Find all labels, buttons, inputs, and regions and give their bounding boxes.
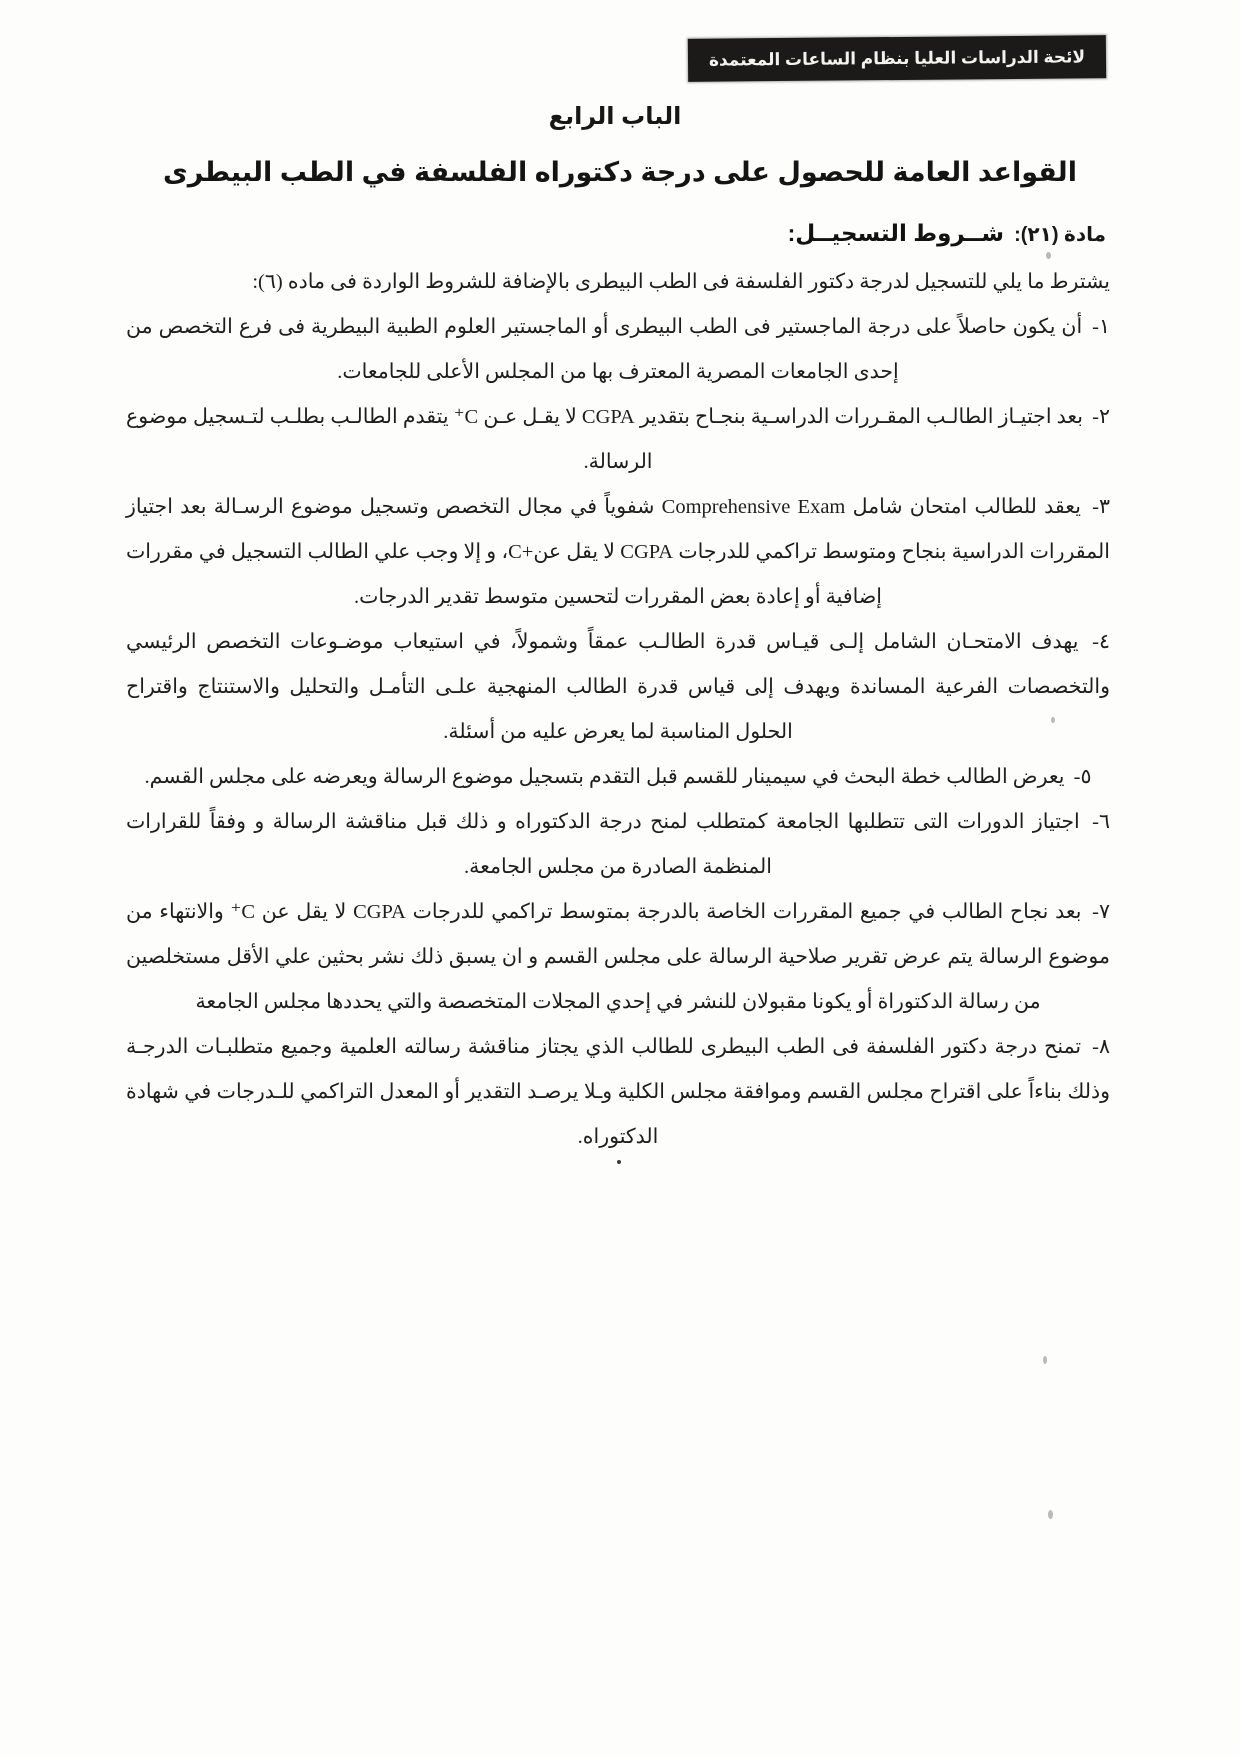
header-banner (688, 35, 1106, 82)
item-text: أن يكون حاصلاً على درجة الماجستير فى الطب البيطرى أو الماجستير العلوم الطبية البيطرية فى فرع التخصص من إحدى الجامعات المصرية المعترف بها من المجلس الأعلى للجامعات. (126, 316, 1083, 383)
list-item-4 (126, 620, 1110, 755)
item-text: تمنح درجة دكتور الفلسفة فى الطب البيطرى للطالب الذي يجتاز مناقشة رسالته العلمية وجميع متطلبـات الدرجـة وذلك بناءاً على اقتراح مجلس القسم وموافقة مجلس الكلية وـلا يرصـد التقدير أو المعدل التراكمي للـدرجات في شهادة الدكتوراه. (126, 1036, 1110, 1148)
list-item-8 (126, 1025, 1110, 1160)
item-number: ٤- (1092, 631, 1110, 653)
item-text: اجتياز الدورات التى تتطلبها الجامعة كمتطلب لمنح درجة الدكتوراه و ذلك قبل مناقشة الرسالة و وفقاً للقرارات المنظمة الصادرة من مجلس الجامعة. (126, 811, 1080, 878)
list-item-2 (126, 395, 1110, 485)
intro-paragraph: يشترط ما يلي للتسجيل لدرجة دكتور الفلسفة فى الطب البيطرى بالإضافة للشروط الواردة فى ماده (٦): (252, 271, 1110, 293)
article-heading (788, 220, 1106, 247)
item-number: ٥- (1073, 766, 1092, 788)
item-number: ٧- (1092, 901, 1110, 923)
list-item-7 (126, 890, 1110, 1025)
list-item-3 (126, 485, 1110, 620)
item-text: يهدف الامتحـان الشامل إلـى قيـاس قدرة الطالـب عمقاً وشمولاً، في استيعاب موضـوعات التخصص الرئيسي والتخصصات الفرعية المساندة ويهدف إلى قياس قدرة الطالب المنهجية علـى التأمـل والتحليل والاستنتاج واقتراح الحلول المناسبة لما يعرض عليه من أسئلة. (126, 631, 1110, 743)
article-number-label: مادة (٢١): (1014, 224, 1106, 246)
item-text: بعد اجتيـاز الطالـب المقـررات الدراسـية بنجـاح بتقدير CGPA لا يقـل عـن C⁺ يتقدم الطالـب بطلـب لتـسجيل موضوع الرسالة. (126, 406, 1084, 473)
scan-speck (1051, 717, 1055, 723)
list-item-1 (126, 305, 1110, 395)
scan-speck (1048, 1510, 1053, 1519)
document-body (126, 260, 1110, 1160)
item-text: يعقد للطالب امتحان شامل Comprehensive Exam شفوياً في مجال التخصص وتسجيل موضوع الرسـالة بعد اجتياز المقررات الدراسية بنجاح ومتوسط تراكمي للدرجات CGPA لا يقل عن+C، و إلا وجب علي الطالب التسجيل في مقررات إضافية أو إعادة بعض المقررات لتحسين متوسط تقدير الدرجات. (126, 496, 1110, 608)
scan-speck (1043, 1356, 1047, 1364)
list-item-5 (126, 755, 1110, 800)
chapter-heading: الباب الرابع (548, 103, 682, 130)
item-number: ٢- (1092, 406, 1110, 428)
item-text: بعد نجاح الطالب في جميع المقررات الخاصة بالدرجة بمتوسط تراكمي للدرجات CGPA لا يقل عن C⁺ والانتهاء من موضوع الرسالة يتم عرض تقرير صلاحية الرسالة على مجلس القسم و ان يسبق ذلك نشر بحثين علي الأقل مستخلصين من رسالة الدكتوراة أو يكونا مقبولان للنشر في إحدي المجلات المتخصصة والتي يحددها مجلس الجامعة (126, 901, 1110, 1013)
page-title: القواعد العامة للحصول على درجة دكتوراه الفلسفة في الطب البيطرى (163, 157, 1077, 187)
item-number: ٣- (1092, 496, 1110, 518)
list-item-6 (126, 800, 1110, 890)
scan-speck (1046, 252, 1051, 259)
item-number: ٨- (1092, 1036, 1110, 1058)
article-title: شــروط التسجيــل: (787, 220, 1005, 246)
item-number: ٦- (1092, 811, 1110, 833)
banner-text: لائحة الدراسات العليا بنظام الساعات المعتمدة (708, 46, 1086, 70)
item-text: يعرض الطالب خطة البحث في سيمينار للقسم قبل التقدم بتسجيل موضوع الرسالة ويعرضه على مجلس القسم. (144, 766, 1065, 788)
item-number: ١- (1092, 316, 1110, 338)
scan-artifact-dot (617, 1160, 621, 1164)
